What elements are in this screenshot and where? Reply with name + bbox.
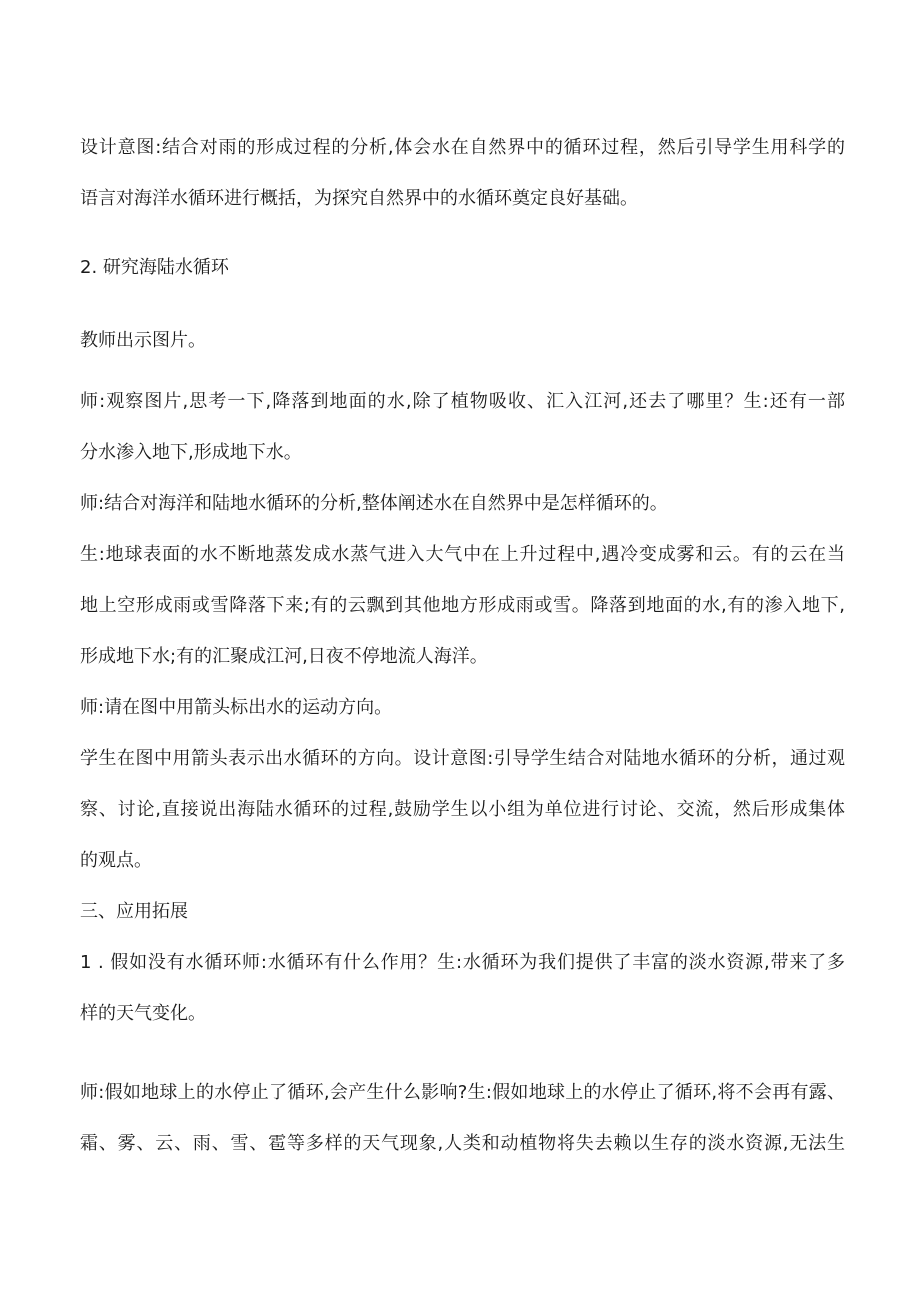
design-intent-paragraph-1: [80, 130, 845, 216]
text-line: 地上空形成雨或雪降落下来;有的云飘到其他地方形成雨或雪。降落到地面的水,有的渗入地下,: [80, 595, 845, 616]
text-line: 学生在图中用箭头表示出水循环的方向。设计意图:引导学生结合对陆地水循环的分析，通过观: [80, 748, 845, 769]
text-line: 形成地下水;有的汇聚成江河,日夜不停地流人海洋。: [80, 646, 488, 667]
text-line: 生:地球表面的水不断地蒸发成水蒸气进入大气中在上升过程中,遇冷变成雾和云。有的云在当: [80, 544, 845, 565]
text-line: 1 . 假如没有水循环师:水循环有什么作用？生:水循环为我们提供了丰富的淡水资源,带来了多: [80, 952, 845, 973]
section-heading: 三、应用拓展: [80, 901, 188, 922]
dialogue-paragraph-3: [80, 1075, 845, 1161]
text-line: 设计意图:结合对雨的形成过程的分析,体会水在自然界中的循环过程，然后引导学生用科学的: [80, 137, 845, 158]
paragraph-teacher-shows: 教师出示图片。: [80, 330, 206, 351]
text-line: 的观点。: [80, 850, 152, 871]
section-heading: 2. 研究海陆水循环: [80, 257, 229, 278]
text-line: 霜、雾、云、雨、雪、雹等多样的天气现象,人类和动植物将失去赖以生存的淡水资源,无法生: [80, 1133, 845, 1154]
dialogue-paragraph-1: [80, 384, 845, 470]
design-intent-paragraph-2: [80, 741, 845, 878]
dialogue-paragraph-2: 师:结合对海洋和陆地水循环的分析,整体阐述水在自然界中是怎样循环的。: [80, 493, 668, 514]
teacher-arrow-paragraph: 师:请在图中用箭头标出水的运动方向。: [80, 697, 393, 718]
text-line: 语言对海洋水循环进行概括，为探究自然界中的水循环奠定良好基础。: [80, 188, 638, 209]
text-line: 样的天气变化。: [80, 1003, 206, 1024]
numbered-item-1: [80, 945, 845, 1031]
text-line: 师:观察图片,思考一下,降落到地面的水,除了植物吸收、汇入江河,还去了哪里？生:还有一部: [80, 391, 845, 412]
student-answer-paragraph: [80, 537, 845, 674]
text-line: 察、讨论,直接说出海陆水循环的过程,鼓励学生以小组为单位进行讨论、交流，然后形成集体: [80, 799, 845, 820]
text-line: 师:假如地球上的水停止了循环,会产生什么影响?生:假如地球上的水停止了循环,将不会再有露、: [80, 1082, 845, 1103]
document-body: [80, 130, 845, 1161]
text-line: 分水渗入地下,形成地下水。: [80, 442, 302, 463]
